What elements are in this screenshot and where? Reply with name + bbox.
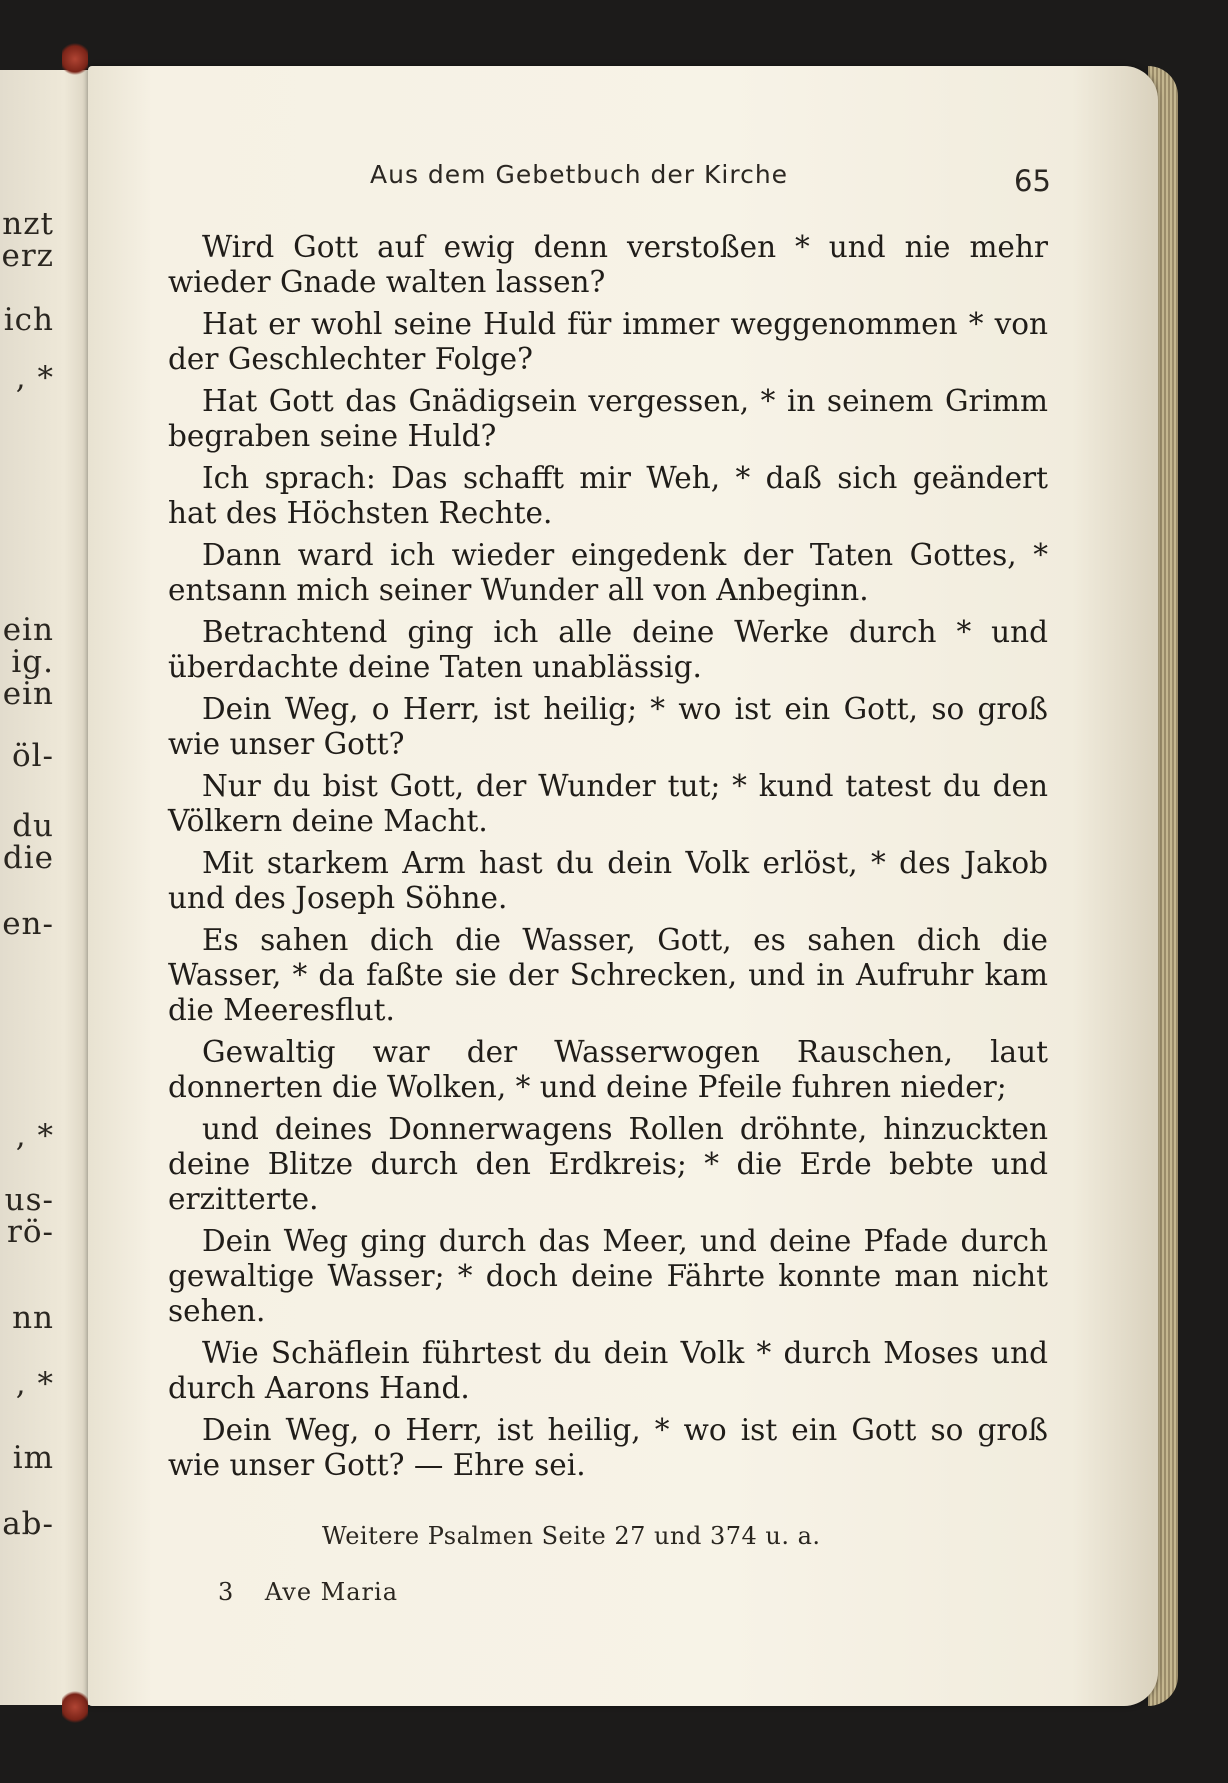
facing-page-fragment: ein [2,612,54,648]
verse: Betrachtend ging ich alle deine Werke durch * und überdachte deine Taten unablässig. [168,615,1048,684]
signature-number: 3 [218,1578,235,1606]
facing-page-fragment: us- [4,1182,54,1218]
facing-page-fragment: du [12,808,54,844]
verse: Hat er wohl seine Huld für immer weggenommen * von der Geschlechter Folge? [168,307,1048,376]
facing-page-fragment: , * [15,360,54,396]
facing-page-fragment: nzt [2,206,54,242]
facing-page-fragment: ab- [2,1506,54,1542]
signature-title: Ave Maria [264,1578,399,1606]
verse: Dann ward ich wieder eingedenk der Taten Gottes, * entsann mich seiner Wunder all von Anbeginn. [168,538,1048,607]
verse: Dein Weg ging durch das Meer, und deine Pfade durch gewaltige Wasser; * doch deine Fährte konnte man nicht sehen. [168,1224,1048,1328]
verse: Wird Gott auf ewig denn verstoßen * und nie mehr wieder Gnade walten lassen? [168,230,1048,299]
printer-signature [218,1578,398,1606]
running-title: Aus dem Gebetbuch der Kirche [370,160,789,189]
verse: Mit starkem Arm hast du dein Volk erlöst, * des Jakob und des Joseph Söhne. [168,846,1048,915]
facing-page-fragment: rö- [7,1214,54,1250]
facing-page-fragment: öl- [11,738,54,774]
psalm-text [168,230,1048,1490]
facing-page-fragment: ig. [11,644,54,680]
verse: Dein Weg, o Herr, ist heilig; * wo ist ein Gott, so groß wie unser Gott? [168,692,1048,761]
facing-page-fragment: en- [2,906,54,942]
verse: Gewaltig war der Wasserwogen Rauschen, laut donnerten die Wolken, * und deine Pfeile fuhren nieder; [168,1035,1048,1104]
facing-page-fragment: nn [12,1300,54,1336]
facing-page-fragment: ein [2,676,54,712]
footnote: Weitere Psalmen Seite 27 und 374 u. a. [322,1522,821,1550]
verse: Dein Weg, o Herr, ist heilig, * wo ist ein Gott so groß wie unser Gott? — Ehre sei. [168,1413,1048,1482]
facing-page-fragment: die [2,840,54,876]
verse: Wie Schäflein führtest du dein Volk * durch Moses und durch Aarons Hand. [168,1336,1048,1405]
facing-page-fragment: ich [3,302,54,338]
verse: Es sahen dich die Wasser, Gott, es sahen dich die Wasser, * da faßte sie der Schrecken, und in Aufruhr kam die Meeresflut. [168,923,1048,1027]
facing-page-fragment: , * [15,1366,54,1402]
facing-page-fragment: im [12,1440,54,1476]
spine-thread [62,1690,88,1724]
verse: und deines Donnerwagens Rollen dröhnte, hinzuckten deine Blitze durch den Erdkreis; * die Erde bebte und erzitterte. [168,1112,1048,1216]
facing-page [0,70,92,1705]
spine-thread [62,42,88,76]
verse: Ich sprach: Das schafft mir Weh, * daß sich geändert hat des Höchsten Rechte. [168,461,1048,530]
facing-page-fragment: erz [1,238,54,274]
page-number: 65 [1014,164,1051,198]
verse: Hat Gott das Gnädigsein vergessen, * in seinem Grimm begraben seine Huld? [168,384,1048,453]
verse: Nur du bist Gott, der Wunder tut; * kund tatest du den Völkern deine Macht. [168,769,1048,838]
facing-page-fragment: , * [15,1118,54,1154]
